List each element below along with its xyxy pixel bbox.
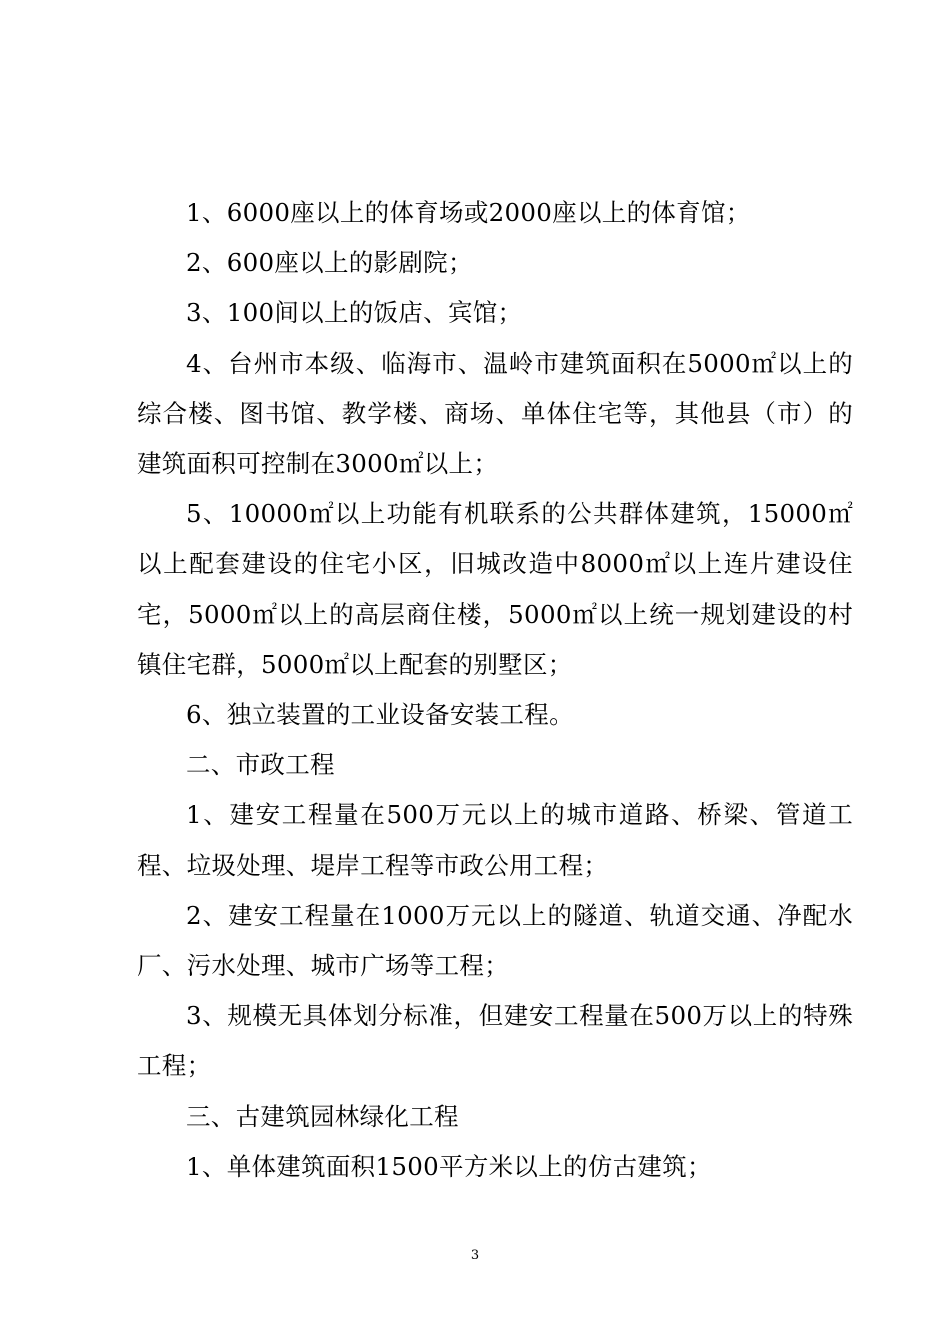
section-heading-ancient-architecture: 三、古建筑园林绿化工程 <box>186 1101 459 1131</box>
paragraph-9: 2、建安工程量在1000万元以上的隧道、轨道交通、净配水厂、污水处理、城市广场等工程； <box>137 900 853 981</box>
paragraph-6: 6、独立装置的工业设备安装工程。 <box>186 700 574 730</box>
page-number: 3 <box>470 1248 480 1263</box>
document-body <box>137 188 853 1192</box>
paragraph-3: 3、100间以上的饭店、宾馆； <box>186 298 523 328</box>
paragraph-4: 4、台州市本级、临海市、温岭市建筑面积在5000㎡以上的综合楼、图书馆、教学楼、商场、单体住宅等，其他县（市）的建筑面积可控制在3000㎡以上； <box>137 348 853 479</box>
paragraph-2: 2、600座以上的影剧院； <box>186 248 473 278</box>
paragraph-12: 1、单体建筑面积1500平方米以上的仿古建筑； <box>186 1151 712 1181</box>
paragraph-5: 5、10000㎡以上功能有机联系的公共群体建筑，15000㎡以上配套建设的住宅小区，旧城改造中8000㎡以上连片建设住宅，5000㎡以上的高层商住楼，5000㎡以上统一规划建设的村镇住宅群，5000㎡以上配套的别墅区； <box>137 499 853 679</box>
paragraph-1: 1、6000座以上的体育场或2000座以上的体育馆； <box>186 198 751 227</box>
paragraph-8: 1、建安工程量在500万元以上的城市道路、桥梁、管道工程、垃圾处理、堤岸工程等市政公用工程； <box>137 800 853 880</box>
paragraph-10: 3、规模无具体划分标准，但建安工程量在500万以上的特殊工程； <box>137 1001 853 1081</box>
section-heading-municipal: 二、市政工程 <box>186 750 335 780</box>
